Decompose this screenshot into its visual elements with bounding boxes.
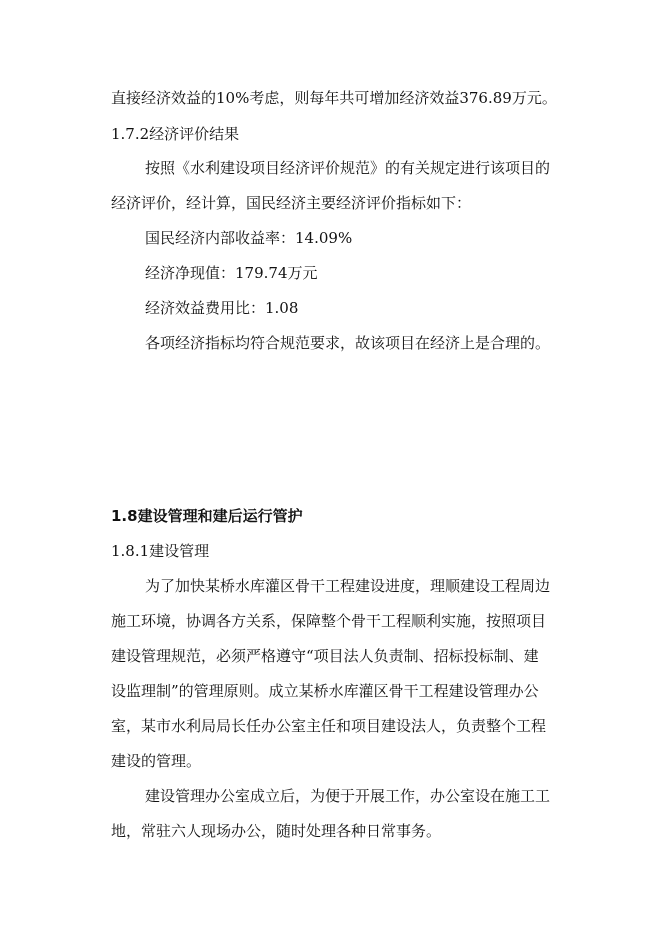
subsection-heading-1-8-1: 1.8.1建设管理 — [111, 542, 210, 560]
paragraph-1-line: 设监理制”的管理原则。成立某桥水库灌区骨干工程建设管理办公 — [111, 682, 539, 700]
indicator-npv: 经济净现值：179.74万元 — [145, 264, 318, 282]
indicator-irr: 国民经济内部收益率：14.09% — [145, 229, 353, 247]
subsection-heading-1-7-2: 1.7.2经济评价结果 — [111, 125, 240, 143]
paragraph-1-line: 施工环境，协调各方关系，保障整个骨干工程顺利实施，按照项目 — [111, 612, 547, 630]
paragraph-1-line: 为了加快某桥水库灌区骨干工程建设进度，理顺建设工程周边 — [145, 577, 551, 595]
paragraph-2-line: 地，常驻六人现场办公，随时处理各种日常事务。 — [111, 822, 442, 840]
intro-line-2: 经济评价，经计算，国民经济主要经济评价指标如下： — [111, 194, 472, 212]
economic-conclusion: 各项经济指标均符合规范要求，故该项目在经济上是合理的。 — [145, 334, 551, 352]
indicator-bcr: 经济效益费用比：1.08 — [145, 299, 299, 317]
paragraph-1-line: 室，某市水利局局长任办公室主任和项目建设法人，负责整个工程 — [111, 717, 547, 735]
section-heading-1-8: 1.8建设管理和建后运行管护 — [111, 507, 303, 525]
paragraph-1-line: 建设管理规范，必须严格遵守“项目法人负责制、招标投标制、建 — [111, 647, 539, 665]
paragraph-1-line: 建设的管理。 — [111, 752, 202, 770]
intro-line-1: 按照《水利建设项目经济评价规范》的有关规定进行该项目的 — [145, 159, 551, 177]
carry-over-line: 直接经济效益的10%考虑，则每年共可增加经济效益376.89万元。 — [111, 89, 557, 107]
paragraph-2-line: 建设管理办公室成立后，为便于开展工作，办公室设在施工工 — [145, 787, 551, 805]
